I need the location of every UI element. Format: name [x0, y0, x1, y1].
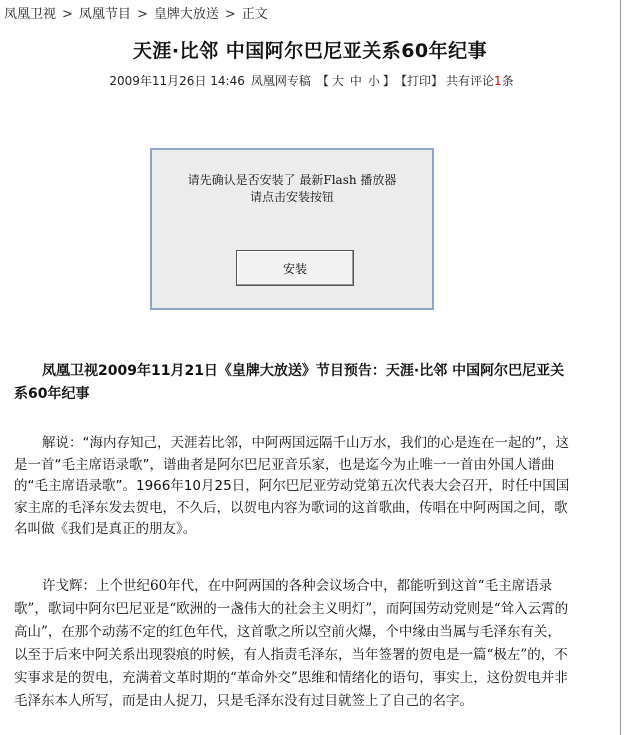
article-title: 天涯·比邻 中国阿尔巴尼亚关系60年纪事: [132, 40, 488, 62]
print-link[interactable]: 【打印】: [400, 74, 443, 88]
article-paragraph: 许戈辉：上个世纪60年代，在中阿两国的各种会议场合中，都能听到这首“毛主席语录歌”，歌词中阿尔巴尼亚是“欧洲的一盏伟大的社会主义明灯”，而阿国劳动党则是“耸入云霄的高山”，在那个动荡不定的红色年代，这首歌之所以空前火爆，个中缘由当属与毛泽东有关，以至于后来中阿关系出现裂痕的时候，有人指责毛泽东，当年签署的贺电是一篇“极左”的，不实事求是的贺电，充满着文革时期的“革命外交”思维和情绪化的语句，事实上，这份贺电并非毛泽东本人所写，而是由人捉刀，只是毛泽东没有过目就签上了自己的名字。: [14, 578, 569, 709]
publish-date: 2009年11月26日 14:46: [109, 74, 245, 88]
breadcrumb-link-phoenix-tv[interactable]: 凤凰卫视: [4, 7, 57, 22]
flash-player-placeholder: [150, 148, 434, 310]
bracket-close: 】: [382, 74, 395, 88]
breadcrumb-link-programs[interactable]: 凤凰节目: [78, 7, 131, 22]
page-right-border: [620, 0, 621, 735]
flash-message-line1: 请先确认是否安装了 最新Flash 播放器: [187, 173, 397, 187]
flash-message: [152, 172, 432, 206]
comments-prefix: 共有评论: [445, 74, 494, 88]
article-meta: [0, 72, 620, 89]
breadcrumb-separator: >: [62, 7, 73, 22]
font-medium-link[interactable]: 中: [349, 74, 362, 88]
breadcrumb: [4, 3, 268, 22]
comments-suffix: 条: [501, 74, 514, 88]
bracket-open: 【: [316, 74, 329, 88]
breadcrumb-link-show[interactable]: 皇牌大放送: [153, 7, 219, 22]
comments-count: 1: [493, 74, 502, 88]
install-button[interactable]: 安装: [236, 250, 354, 286]
flash-message-line2: 请点击安装按钮: [249, 190, 334, 204]
article-source: 凤凰网专稿: [250, 74, 311, 88]
article-paragraph: 解说：“海内存知己，天涯若比邻，中阿两国远隔千山万水，我们的心是连在一起的”，这是一首“毛主席语录歌”，谱曲者是阿尔巴尼亚音乐家，也是迄今为止唯一一首由外国人谱曲的“毛主席语录歌”。1966年10月25日，阿尔巴尼亚劳动党第五次代表大会召开，时任中国国家主席的毛泽东发去贺电，不久后，以贺电内容为歌词的这首歌曲，传唱在中阿两国之间，歌名叫做《我们是真正的朋友》。: [14, 435, 570, 537]
comments-link[interactable]: [446, 74, 514, 88]
breadcrumb-separator: >: [136, 7, 148, 22]
breadcrumb-separator: >: [224, 7, 236, 22]
font-large-link[interactable]: 大: [331, 74, 344, 88]
article-lead: 凤凰卫视2009年11月21日《皇牌大放送》节目预告：天涯·比邻 中国阿尔巴尼亚关系60年纪事: [14, 363, 565, 402]
font-small-link[interactable]: 小: [367, 74, 380, 88]
breadcrumb-current: 正文: [241, 7, 268, 22]
font-size-controls: [317, 74, 395, 88]
